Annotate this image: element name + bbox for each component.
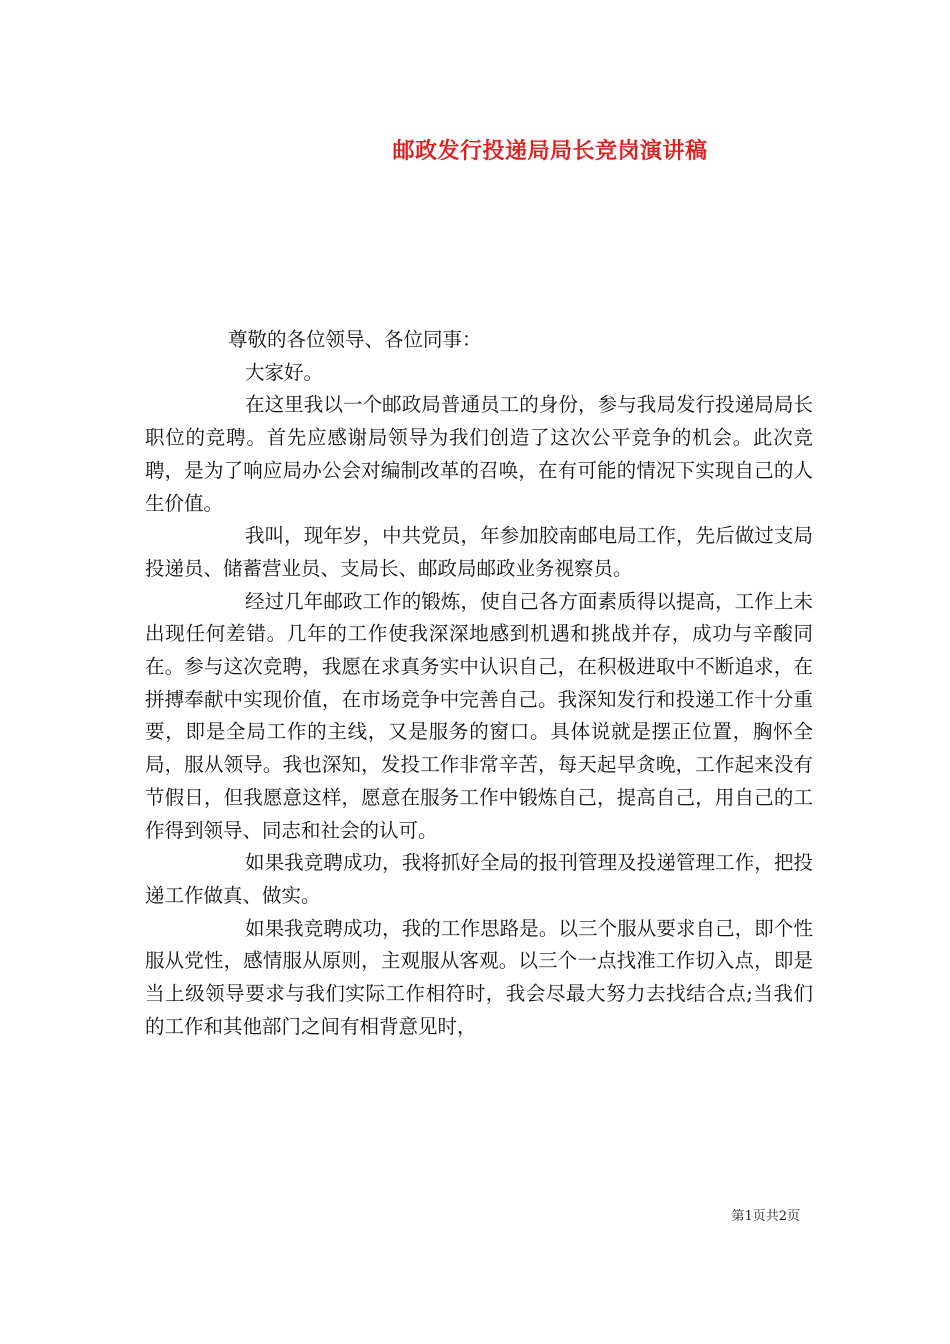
paragraph: 如果我竞聘成功，我将抓好全局的报刊管理及投递管理工作，把投递工作做真、做实。 [145,851,813,907]
page-number-footer: 第1页共2页 [731,1209,800,1224]
document-body [145,324,813,1043]
document-title: 邮政发行投递局局长竞岗演讲稿 [392,138,708,164]
greeting: 大家好。 [245,360,324,384]
paragraph: 经过几年邮政工作的锻炼，使自己各方面素质得以提高，工作上未出现任何差错。几年的工作使我深深地感到机遇和挑战并存，成功与辛酸同在。参与这次竞聘，我愿在求真务实中认识自己，在积极进取中不断追求，在拼搏奉献中实现价值，在市场竞争中完善自己。我深知发行和投递工作十分重要，即是全局工作的主线，又是服务的窗口。具体说就是摆正位置，胸怀全局，服从领导。我也深知，发投工作非常辛苦，每天起早贪晚，工作起来没有节假日，但我愿意这样，愿意在服务工作中锻炼自己，提高自己，用自己的工作得到领导、同志和社会的认可。 [145,589,813,842]
salutation: 尊敬的各位领导、各位同事： [228,328,482,351]
paragraph: 如果我竞聘成功，我的工作思路是。以三个服从要求自己，即个性服从党性，感情服从原则，主观服从客观。以三个一点找准工作切入点，即是当上级领导要求与我们实际工作相符时，我会尽最大努力去找结合点;当我们的工作和其他部门之间有相背意见时， [145,916,813,1038]
paragraph: 在这里我以一个邮政局普通员工的身份，参与我局发行投递局局长职位的竞聘。首先应感谢局领导为我们创造了这次公平竞争的机会。此次竞聘，是为了响应局办公会对编制改革的召唤，在有可能的情况下实现自己的人生价值。 [145,393,813,515]
paragraph: 我叫，现年岁，中共党员，年参加胶南邮电局工作，先后做过支局投递员、储蓄营业员、支局长、邮政局邮政业务视察员。 [145,524,813,580]
